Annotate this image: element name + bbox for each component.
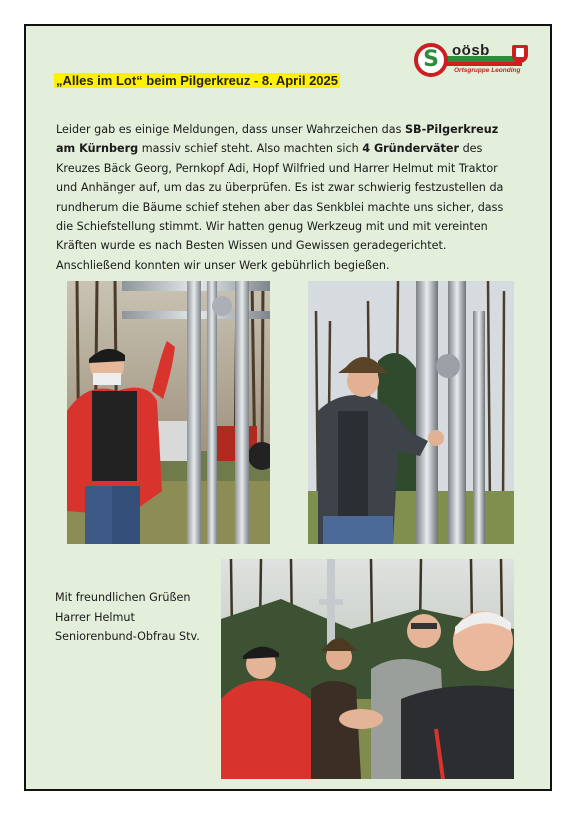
body-text-closing: Anschließend konnten wir unser Werk gebührlich begießen.	[56, 258, 390, 272]
photo-man-pointing-at-cross	[67, 281, 270, 544]
photo-man-with-plumb-bob	[308, 281, 514, 544]
coat-of-arms-icon	[512, 45, 528, 63]
body-text-1: Leider gab es einige Meldungen, dass unser Wahrzeichen das	[56, 123, 405, 136]
body-highlight-founders: 4 Gründerväter	[362, 142, 460, 156]
signature-name: Harrer Helmut	[55, 610, 135, 624]
photo-four-founders-group	[221, 559, 514, 779]
logo-name: oösb	[452, 42, 490, 59]
signature-greeting: Mit freundlichen Grüßen	[55, 591, 191, 604]
logo-red-stripe	[442, 62, 522, 66]
page-title: „Alles im Lot“ beim Pilgerkreuz - 8. April 2025	[56, 73, 338, 88]
body-highlight-cross: SB-Pilgerkreuz am Kürnberg	[56, 123, 499, 156]
signature-role: Seniorenbund-Obfrau Stv.	[55, 630, 200, 643]
logo-subtitle: Ortsgruppe Leonding	[454, 67, 521, 74]
signature-block	[55, 588, 200, 647]
body-text-2: massiv schief steht. Also machten sich	[138, 142, 363, 156]
body-text-3: des Kreuzes Bäck Georg, Pernkopf Adi, Hopf Wilfried und Harrer Helmut mit Traktor und Anhänger auf, um das zu überprüfen. Es ist zwar schwierig festzustellen da rundherum die Bäume schief stehen aber das Senkblei machte uns sicher, dass die Schiefstellung stimmt. Wir hatten genug Werkzeug mit und mit vereinten Kräften wurde es nach Besten Wissen und Gewissen geradegerichtet.	[56, 142, 504, 253]
logo-s-emblem: S	[414, 43, 448, 77]
article-body	[56, 120, 518, 275]
seniorenbund-logo	[414, 43, 532, 79]
